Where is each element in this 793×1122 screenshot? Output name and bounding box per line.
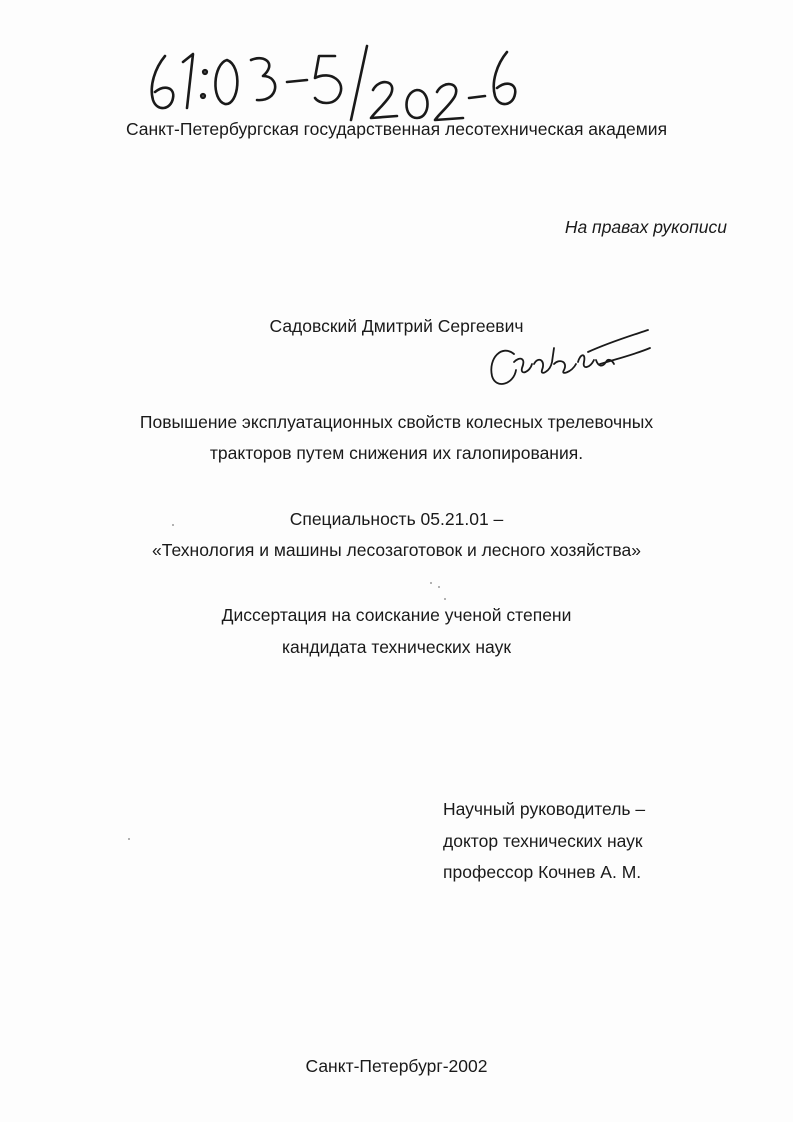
author-name: Садовский Дмитрий Сергеевич: [269, 316, 524, 336]
scan-speck: [438, 586, 440, 588]
degree-line-1: Диссертация на соискание ученой степени: [221, 605, 572, 625]
manuscript-note: На правах рукописи: [564, 217, 727, 237]
specialty-line-1: Специальность 05.21.01 –: [289, 509, 504, 529]
handwritten-archive-code: [135, 38, 525, 128]
specialty-line-2: «Технология и машины лесозаготовок и лесного хозяйства»: [152, 540, 641, 560]
city-year: Санкт-Петербург-2002: [305, 1056, 488, 1076]
supervisor-line-3: профессор Кочнев А. М.: [443, 862, 642, 882]
scan-speck: [172, 524, 174, 526]
degree-line-2: кандидата технических наук: [281, 637, 511, 657]
supervisor-line-2: доктор технических наук: [443, 831, 643, 851]
institution-name: Санкт-Петербургская государственная лесотехническая академия: [125, 119, 668, 139]
scan-speck: [444, 598, 446, 600]
supervisor-line-1: Научный руководитель –: [443, 799, 646, 819]
scan-speck: [430, 582, 432, 584]
thesis-title-line-2: тракторов путем снижения их галопирования.: [209, 443, 584, 463]
scan-speck: [128, 838, 130, 840]
author-signature: [480, 318, 655, 398]
thesis-title-line-1: Повышение эксплуатационных свойств колесных трелевочных: [139, 412, 654, 432]
